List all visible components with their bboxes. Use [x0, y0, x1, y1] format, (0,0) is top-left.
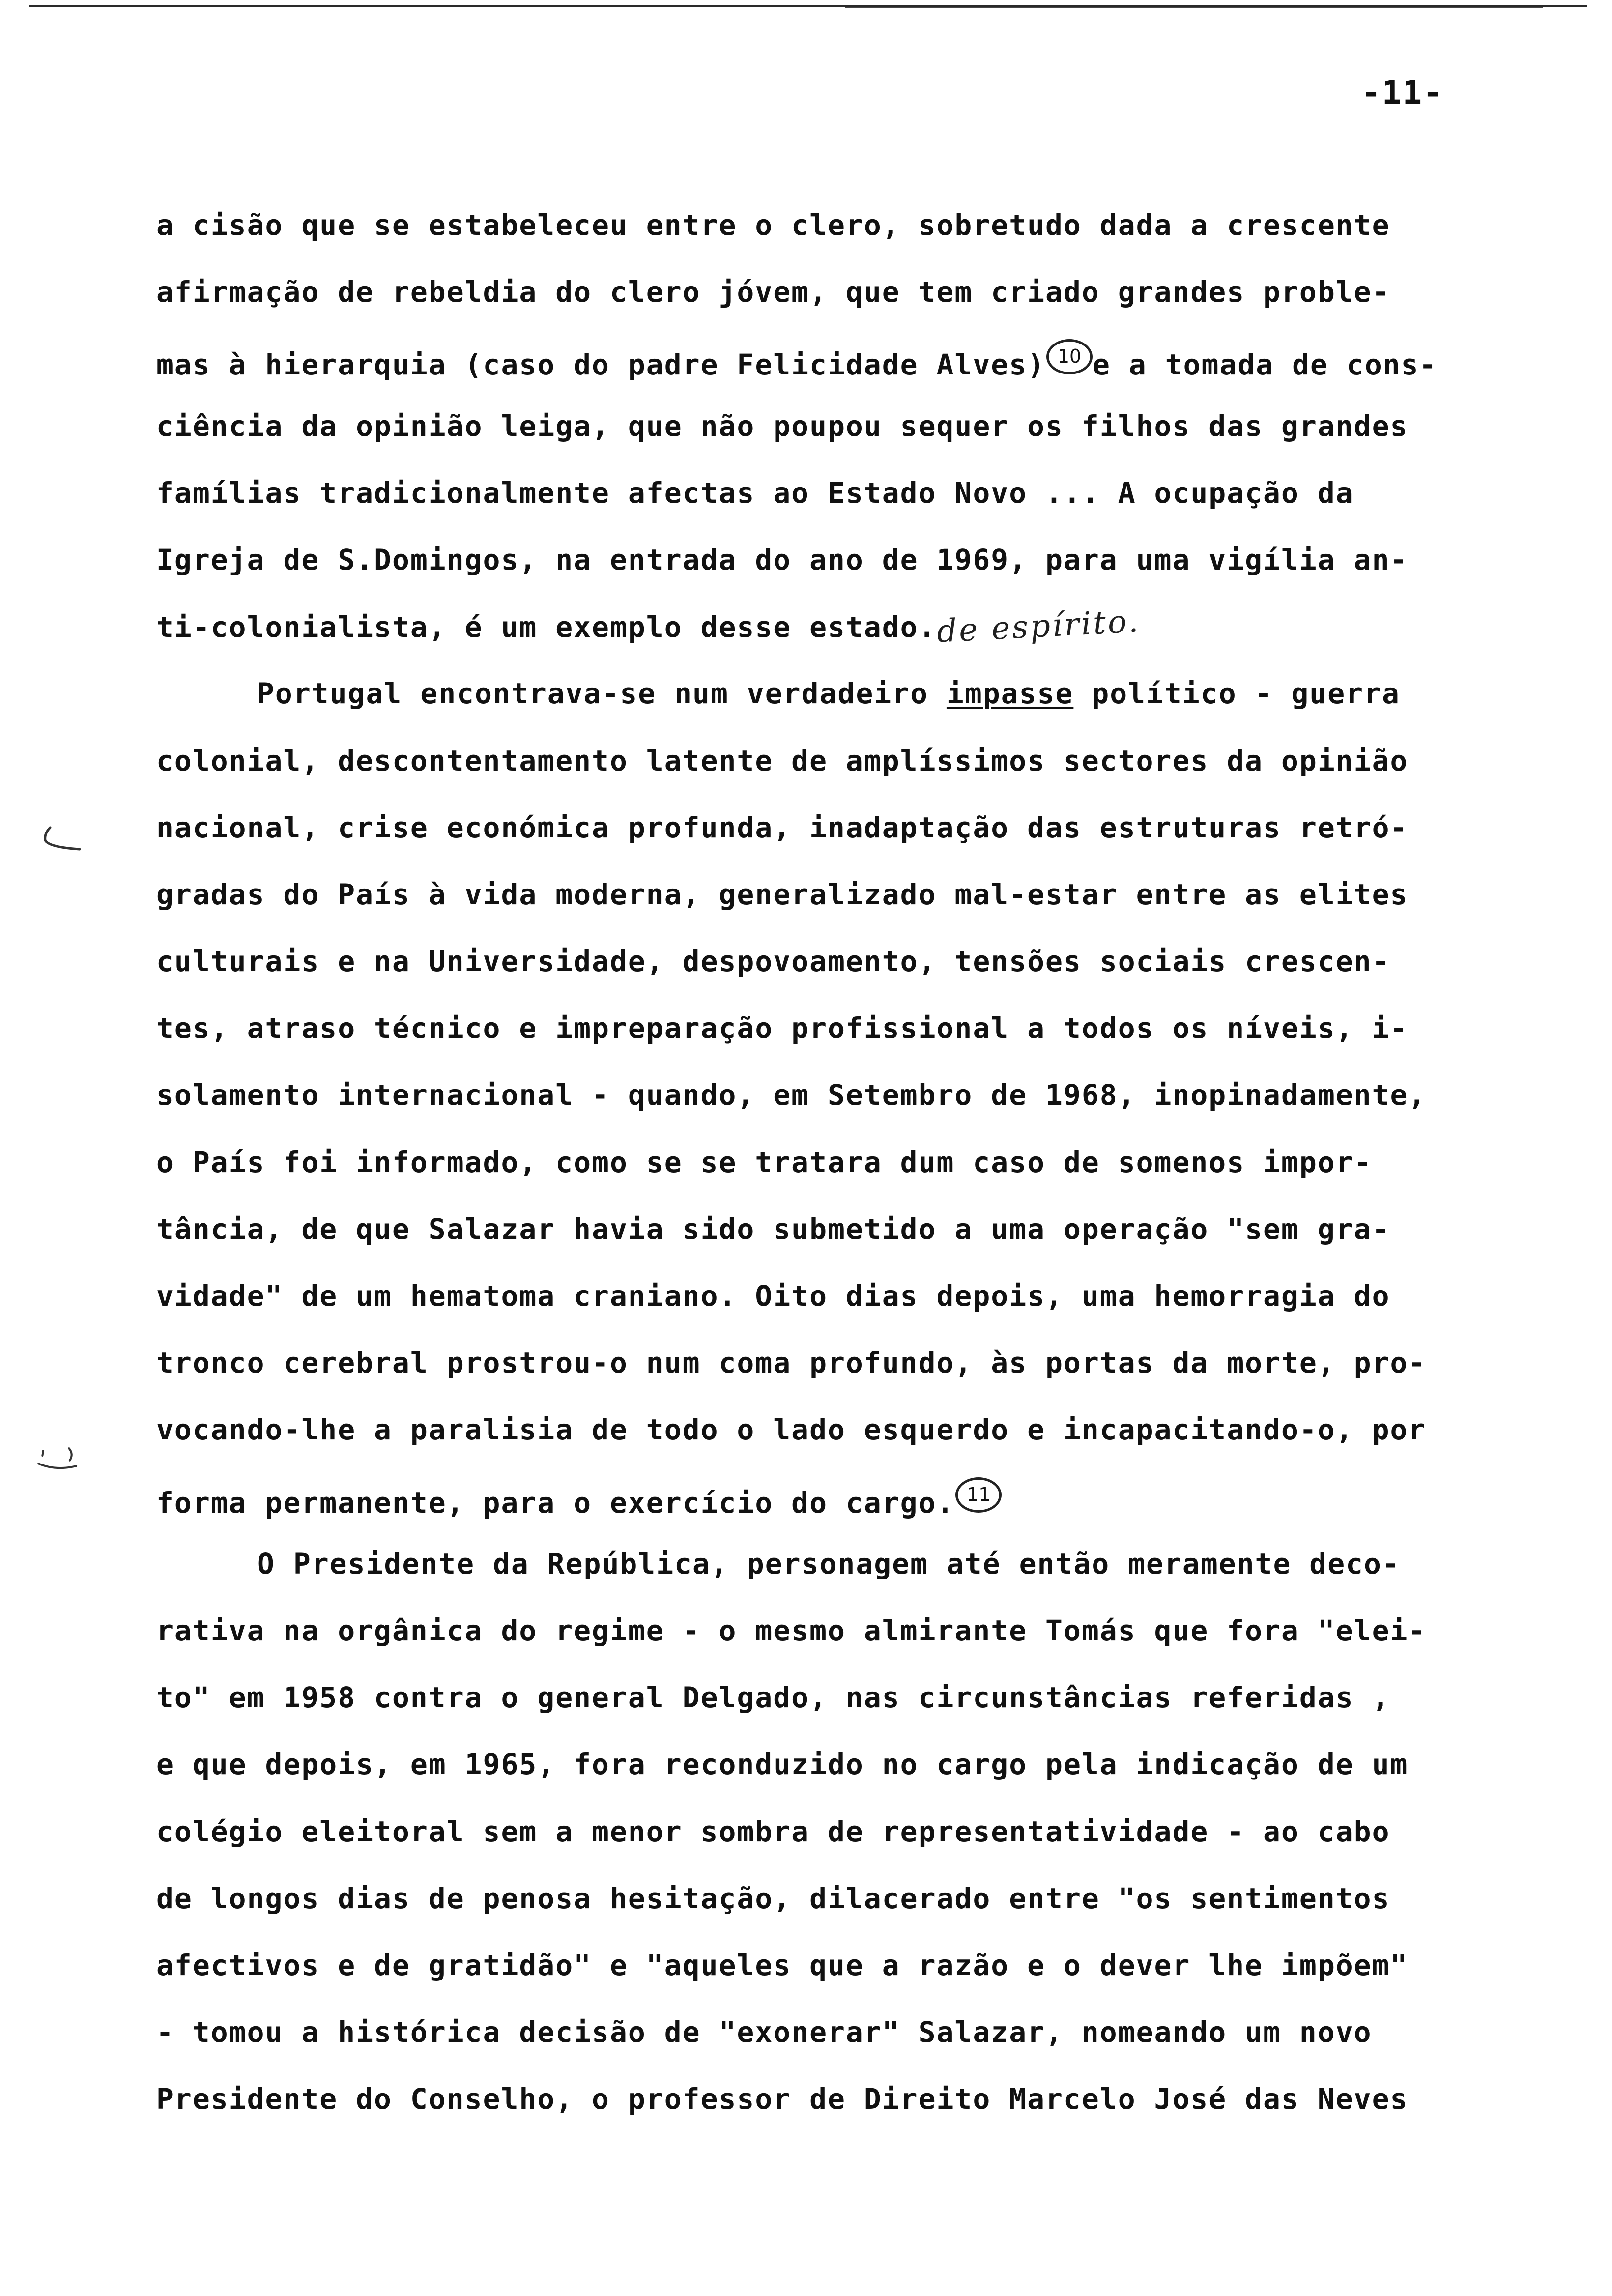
- footnote-marker-10: 10: [1046, 339, 1093, 374]
- body-text: [156, 205, 1562, 2146]
- text-line: [156, 1477, 1562, 1544]
- text-line: - tomou a histórica decisão de "exonerar" Salazar, nomeando um novo: [156, 2015, 1372, 2049]
- text-line: tância, de que Salazar havia sido submetido a uma operação "sem gra-: [156, 1212, 1390, 1246]
- text-line: afirmação de rebeldia do clero jóvem, que tem criado grandes proble-: [156, 275, 1390, 309]
- text-line: e que depois, em 1965, fora reconduzido no cargo pela indicação de um: [156, 1748, 1409, 1781]
- text-line: colégio eleitoral sem a menor sombra de representatividade - ao cabo: [156, 1814, 1390, 1848]
- underlined-word: impasse: [946, 677, 1074, 711]
- text-line: o País foi informado, como se se tratara dum caso de somenos impor-: [156, 1145, 1372, 1179]
- text-line: a cisão que se estabeleceu entre o clero, sobretudo dada a crescente: [156, 208, 1390, 242]
- text-line: ciência da opinião leiga, que não poupou sequer os filhos das grandes: [156, 409, 1409, 443]
- text-line: [156, 339, 1562, 406]
- text-line: culturais e na Universidade, despovoamento, tensões sociais crescen-: [156, 945, 1390, 978]
- text-line: gradas do País à vida moderna, generalizado mal-estar entre as elites: [156, 877, 1409, 911]
- text-segment: político - guerra: [1073, 677, 1400, 711]
- margin-bracket-mark: [34, 1445, 79, 1479]
- text-line: colonial, descontentamento latente de amplíssimos sectores da opinião: [156, 744, 1409, 777]
- text-line: vidade" de um hematoma craniano. Oito dias depois, uma hemorragia do: [156, 1279, 1390, 1313]
- paragraph-start-line: [156, 674, 1562, 741]
- text-line: Presidente do Conselho, o professor de Direito Marcelo José das Neves: [156, 2082, 1409, 2116]
- text-segment: forma permanente, para o exercício do cargo.: [156, 1486, 955, 1520]
- handwritten-insertion: de espírito.: [935, 603, 1141, 650]
- text-line: afectivos e de gratidão" e "aqueles que a razão e o dever lhe impõem": [156, 1948, 1409, 1982]
- text-line: tronco cerebral prostrou-o num coma profundo, às portas da morte, pro-: [156, 1346, 1427, 1380]
- text-line: solamento internacional - quando, em Setembro de 1968, inopinadamente,: [156, 1078, 1427, 1112]
- text-segment: mas à hierarquia (caso do padre Felicidade Alves): [156, 348, 1046, 382]
- text-line: [156, 603, 1562, 674]
- top-rule-secondary: [845, 7, 1543, 8]
- text-line: rativa na orgânica do regime - o mesmo almirante Tomás que fora "elei-: [156, 1613, 1427, 1647]
- page-number: -11-: [1361, 74, 1443, 112]
- text-line: famílias tradicionalmente afectas ao Estado Novo ... A ocupação da: [156, 476, 1354, 510]
- text-line: tes, atraso técnico e impreparação profissional a todos os níveis, i-: [156, 1011, 1409, 1045]
- margin-bracket-mark: [39, 826, 84, 860]
- text-line: Igreja de S.Domingos, na entrada do ano de 1969, para uma vigília an-: [156, 543, 1409, 576]
- text-line: nacional, crise económica profunda, inadaptação das estruturas retró-: [156, 810, 1409, 844]
- text-segment: Portugal encontrava-se num verdadeiro: [257, 677, 947, 711]
- text-line: vocando-lhe a paralisia de todo o lado esquerdo e incapacitando-o, por: [156, 1413, 1427, 1447]
- paragraph-start-line: [156, 1544, 1562, 1611]
- text-segment: ti-colonialista, é um exemplo desse estado.: [156, 610, 937, 644]
- footnote-marker-11: 11: [955, 1477, 1002, 1513]
- text-line: de longos dias de penosa hesitação, dilacerado entre "os sentimentos: [156, 1881, 1390, 1915]
- text-segment: O Presidente da República, personagem até então meramente deco-: [257, 1547, 1400, 1580]
- text-segment: e a tomada de cons-: [1093, 348, 1438, 382]
- text-line: to" em 1958 contra o general Delgado, nas circunstâncias referidas ,: [156, 1681, 1390, 1715]
